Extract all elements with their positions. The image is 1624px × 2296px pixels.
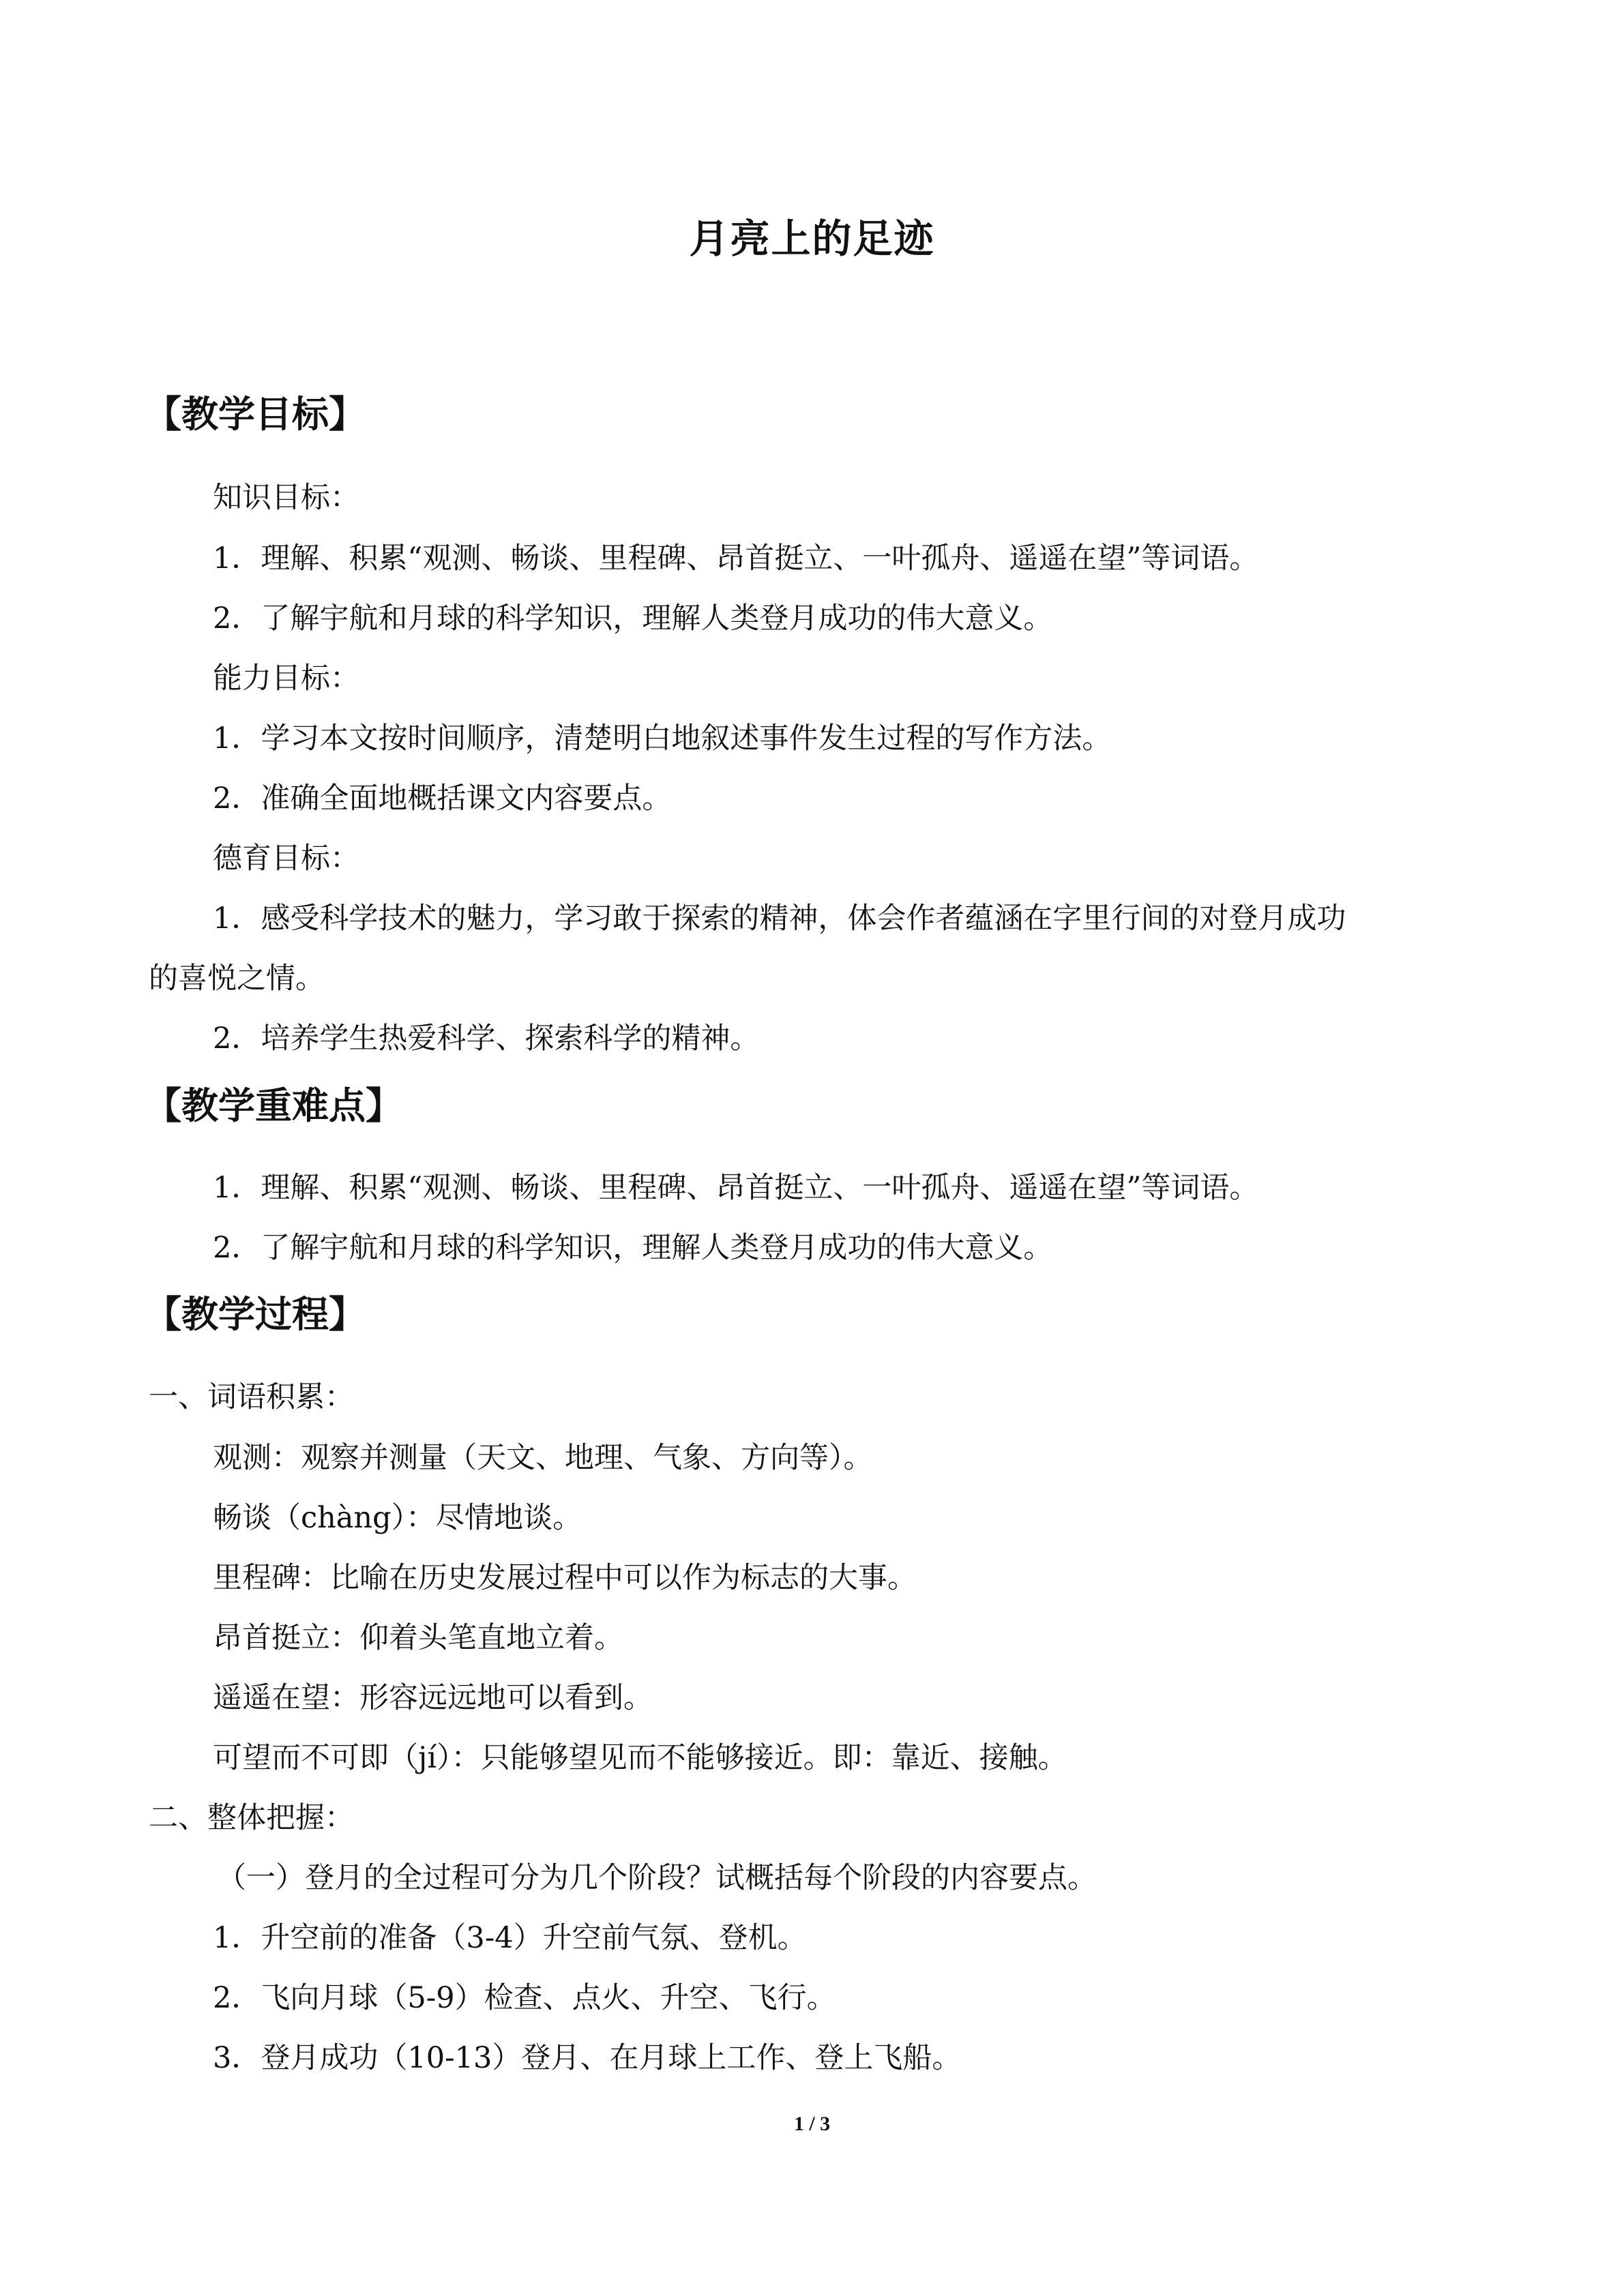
- moral-goal-label: 德育目标：: [213, 841, 359, 876]
- section-heading-teaching-process: 【教学过程】: [145, 1293, 366, 1336]
- vocab-item-4: 昂首挺立：仰着头笔直地立着。: [213, 1621, 623, 1655]
- knowledge-goal-label: 知识目标：: [213, 481, 359, 515]
- ability-goal-label: 能力目标：: [213, 661, 359, 696]
- section-heading-key-points: 【教学重难点】: [145, 1084, 402, 1127]
- overall-question: （一）登月的全过程可分为几个阶段？试概括每个阶段的内容要点。: [217, 1861, 1097, 1895]
- key-point-item-2: 2．了解宇航和月球的科学知识，理解人类登月成功的伟大意义。: [213, 1231, 1053, 1265]
- moral-goal-item-1-line-1: 1．感受科学技术的魅力，学习敢于探索的精神，体会作者蕴涵在字里行间的对登月成功: [213, 901, 1346, 936]
- ability-goal-item-1: 1．学习本文按时间顺序，清楚明白地叙述事件发生过程的写作方法。: [213, 721, 1112, 756]
- vocab-item-3: 里程碑：比喻在历史发展过程中可以作为标志的大事。: [213, 1561, 917, 1595]
- vocab-item-5: 遥遥在望：形容远远地可以看到。: [213, 1681, 653, 1715]
- stage-item-2: 2．飞向月球（5-9）检查、点火、升空、飞行。: [213, 1981, 836, 2015]
- moral-goal-item-1-line-2: 的喜悦之情。: [149, 961, 325, 996]
- part-1-label: 一、词语积累：: [149, 1380, 354, 1414]
- vocab-item-1: 观测：观察并测量（天文、地理、气象、方向等）。: [213, 1441, 873, 1475]
- document-title: 月亮上的足迹: [689, 215, 935, 262]
- ability-goal-item-2: 2．准确全面地概括课文内容要点。: [213, 781, 672, 816]
- knowledge-goal-item-2: 2．了解宇航和月球的科学知识，理解人类登月成功的伟大意义。: [213, 601, 1053, 636]
- part-2-label: 二、整体把握：: [149, 1801, 354, 1835]
- stage-item-1: 1．升空前的准备（3-4）升空前气氛、登机。: [213, 1921, 807, 1955]
- key-point-item-1: 1．理解、积累“观测、畅谈、里程碑、昂首挺立、一叶孤舟、遥遥在望”等词语。: [213, 1171, 1259, 1205]
- page-number: 1 / 3: [793, 2113, 831, 2135]
- section-heading-teaching-goals: 【教学目标】: [145, 393, 366, 436]
- moral-goal-item-2: 2．培养学生热爱科学、探索科学的精神。: [213, 1022, 760, 1056]
- vocab-item-2: 畅谈（chàng）：尽情地谈。: [213, 1501, 582, 1535]
- stage-item-3: 3．登月成功（10-13）登月、在月球上工作、登上飞船。: [213, 2041, 962, 2075]
- knowledge-goal-item-1: 1．理解、积累“观测、畅谈、里程碑、昂首挺立、一叶孤舟、遥遥在望”等词语。: [213, 541, 1259, 576]
- vocab-item-6: 可望而不可即（jí）：只能够望见而不能够接近。即：靠近、接触。: [213, 1741, 1067, 1775]
